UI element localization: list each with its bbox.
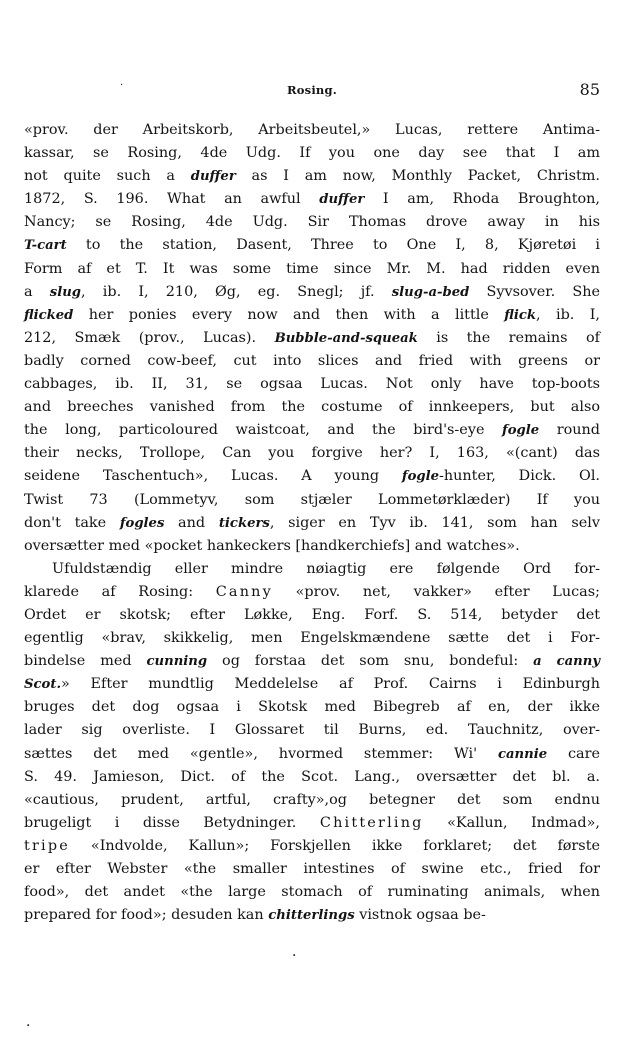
text-segment: vistnok ogsaa be- — [354, 907, 486, 924]
text-line — [24, 165, 600, 188]
text-segment: egentlig «brav, skikkelig, men Engelskmændene sætte det i For- — [24, 630, 600, 647]
text-line — [24, 673, 600, 696]
text-line — [24, 465, 600, 488]
body-text — [24, 119, 600, 927]
text-segment: Syvsover. She — [469, 283, 600, 300]
text-segment: «Kallun, Indmad», — [423, 814, 600, 831]
text-line — [24, 904, 600, 927]
text-line — [24, 188, 600, 211]
italic-term: flick — [504, 307, 537, 323]
text-line — [24, 327, 600, 350]
text-segment: round — [539, 422, 600, 439]
text-segment: their necks, Trollope, Can you forgive her? I, 163, «(cant) das — [24, 445, 600, 462]
text-segment: and — [164, 514, 219, 531]
text-line — [24, 373, 600, 396]
italic-term: cannie — [497, 746, 548, 762]
text-segment: not quite such a — [24, 168, 191, 185]
text-line — [24, 119, 600, 142]
text-segment: er efter Webster «the smaller intestines of swine etc., fried for — [24, 861, 600, 877]
text-segment: 212, Smæk (prov., Lucas). — [24, 329, 275, 346]
text-line — [24, 142, 600, 165]
page-header — [24, 80, 600, 102]
text-segment: I am, Rhoda Broughton, — [364, 191, 600, 208]
spaced-term: Canny — [215, 583, 273, 600]
text-segment: «prov. net, vakker» efter Lucas; — [272, 583, 600, 600]
italic-term: a canny — [533, 654, 600, 670]
text-segment: 1872, S. 196. What an awful — [24, 191, 320, 208]
text-segment: and breeches vanished from the costume of innkeepers, but also — [24, 399, 600, 416]
italic-term: Bubble-and-squeak — [274, 330, 418, 346]
italic-term: duffer — [319, 192, 365, 208]
spaced-term: Chitterling — [319, 814, 424, 831]
text-segment: brugeligt i disse Betydninger. — [24, 814, 320, 831]
text-segment: Ufuldstændig eller mindre nøiagtig ere følgende Ord for- — [52, 560, 600, 577]
running-head: Rosing. — [287, 83, 337, 97]
text-line — [24, 766, 600, 789]
text-segment: Ordet er skotsk; efter Løkke, Eng. Forf. S. 514, betyder det — [24, 606, 600, 623]
text-line — [24, 650, 600, 673]
text-segment: «prov. der Arbeitskorb, Arbeitsbeutel,» Lucas, rettere Antima- — [24, 122, 600, 138]
text-segment: sættes det med «gentle», hvormed stemmer: Wi' — [24, 745, 498, 762]
text-line — [24, 211, 600, 234]
text-segment: cabbages, ib. II, 31, se ogsaa Lucas. Not only have top-boots — [24, 376, 600, 393]
italic-term: fogle — [401, 469, 439, 485]
text-line — [24, 743, 600, 766]
text-segment: as I am now, Monthly Packet, Christm. — [235, 168, 600, 185]
text-segment: to the station, Dasent, Three to One I, 8, Kjøretøi i — [66, 237, 600, 254]
text-line — [24, 512, 600, 535]
text-line — [24, 304, 600, 327]
text-line — [24, 604, 600, 627]
text-segment: oversætter med «pocket hankeckers [handkerchiefs] and watches». — [24, 537, 520, 554]
text-segment: , ib. I, 210, Øg, eg. Snegl; jf. — [81, 283, 392, 300]
spaced-term: tripe — [24, 837, 70, 854]
text-line — [24, 696, 600, 719]
text-segment: badly corned cow-beef, cut into slices and fried with greens or — [24, 352, 600, 369]
text-segment: , siger en Tyv ib. 141, som han selv — [269, 514, 600, 531]
text-segment: » Efter mundtlig Meddelelse af Prof. Cairns i Edinburgh — [61, 676, 600, 693]
text-line — [24, 627, 600, 650]
text-segment: bruges det dog ogsaa i Skotsk med Bibegreb af en, der ikke — [24, 699, 600, 716]
text-segment: is the remains of — [417, 329, 600, 346]
italic-term: Scot. — [24, 677, 62, 693]
italic-term: slug — [49, 284, 82, 300]
text-segment: S. 49. Jamieson, Dict. of the Scot. Lang., oversætter det bl. a. — [24, 768, 600, 785]
italic-term: slug-a-bed — [391, 284, 470, 300]
text-segment: prepared for food»; desuden kan — [24, 907, 269, 924]
italic-term: fogles — [119, 515, 165, 531]
stray-mark: · — [292, 948, 297, 964]
text-line — [24, 350, 600, 373]
text-segment: kassar, se Rosing, 4de Udg. If you one day see that I am — [24, 145, 600, 162]
stray-mark: · — [120, 80, 124, 91]
italic-term: T-cart — [24, 238, 67, 254]
text-line — [24, 558, 600, 581]
text-segment: og forstaa det som snu, bondeful: — [207, 653, 534, 670]
text-line — [24, 234, 600, 257]
italic-term: flicked — [24, 307, 74, 323]
page-number: 85 — [579, 80, 600, 99]
italic-term: chitterlings — [268, 908, 355, 924]
italic-term: cunning — [146, 654, 208, 670]
text-segment: the long, particoloured waistcoat, and the bird's-eye — [24, 422, 503, 439]
italic-term: fogle — [502, 423, 540, 439]
text-line — [24, 396, 600, 419]
text-line — [24, 281, 600, 304]
italic-term: tickers — [218, 515, 270, 531]
text-line — [24, 442, 600, 465]
text-line — [24, 419, 600, 442]
text-segment: care — [547, 745, 600, 762]
text-line — [24, 858, 600, 881]
text-segment: , ib. I, — [536, 306, 600, 323]
text-segment: «Indvolde, Kallun»; Forskjellen ikke forklaret; det første — [70, 837, 600, 854]
text-segment: a — [24, 283, 50, 300]
text-line — [24, 535, 600, 558]
text-segment: Nancy; se Rosing, 4de Udg. Sir Thomas drove away in his — [24, 214, 600, 231]
text-line — [24, 812, 600, 835]
text-line — [24, 719, 600, 742]
text-line — [24, 489, 600, 512]
italic-term: duffer — [190, 169, 236, 185]
text-segment: her ponies every now and then with a little — [73, 306, 505, 323]
text-line — [24, 258, 600, 281]
text-line — [24, 881, 600, 904]
text-line — [24, 789, 600, 812]
text-segment: «cautious, prudent, artful, crafty»,og betegner det som endnu — [24, 791, 600, 808]
text-segment: Twist 73 (Lommetyv, som stjæler Lommetørklæder) If you — [24, 491, 600, 508]
stray-mark: · — [26, 1018, 31, 1034]
text-segment: bindelse med — [24, 653, 147, 670]
text-segment: Form af et T. It was some time since Mr. M. had ridden even — [24, 260, 600, 277]
text-segment: don't take — [24, 514, 120, 531]
text-segment: klarede af Rosing: — [24, 583, 216, 600]
text-line — [24, 835, 600, 858]
text-segment: seidene Taschentuch», Lucas. A young — [24, 468, 402, 485]
text-segment: lader sig overliste. I Glossaret til Burns, ed. Tauchnitz, over- — [24, 722, 600, 739]
text-line — [24, 581, 600, 604]
text-segment: -hunter, Dick. Ol. — [439, 468, 600, 485]
text-segment: food», det andet «the large stomach of ruminating animals, when — [24, 884, 600, 901]
